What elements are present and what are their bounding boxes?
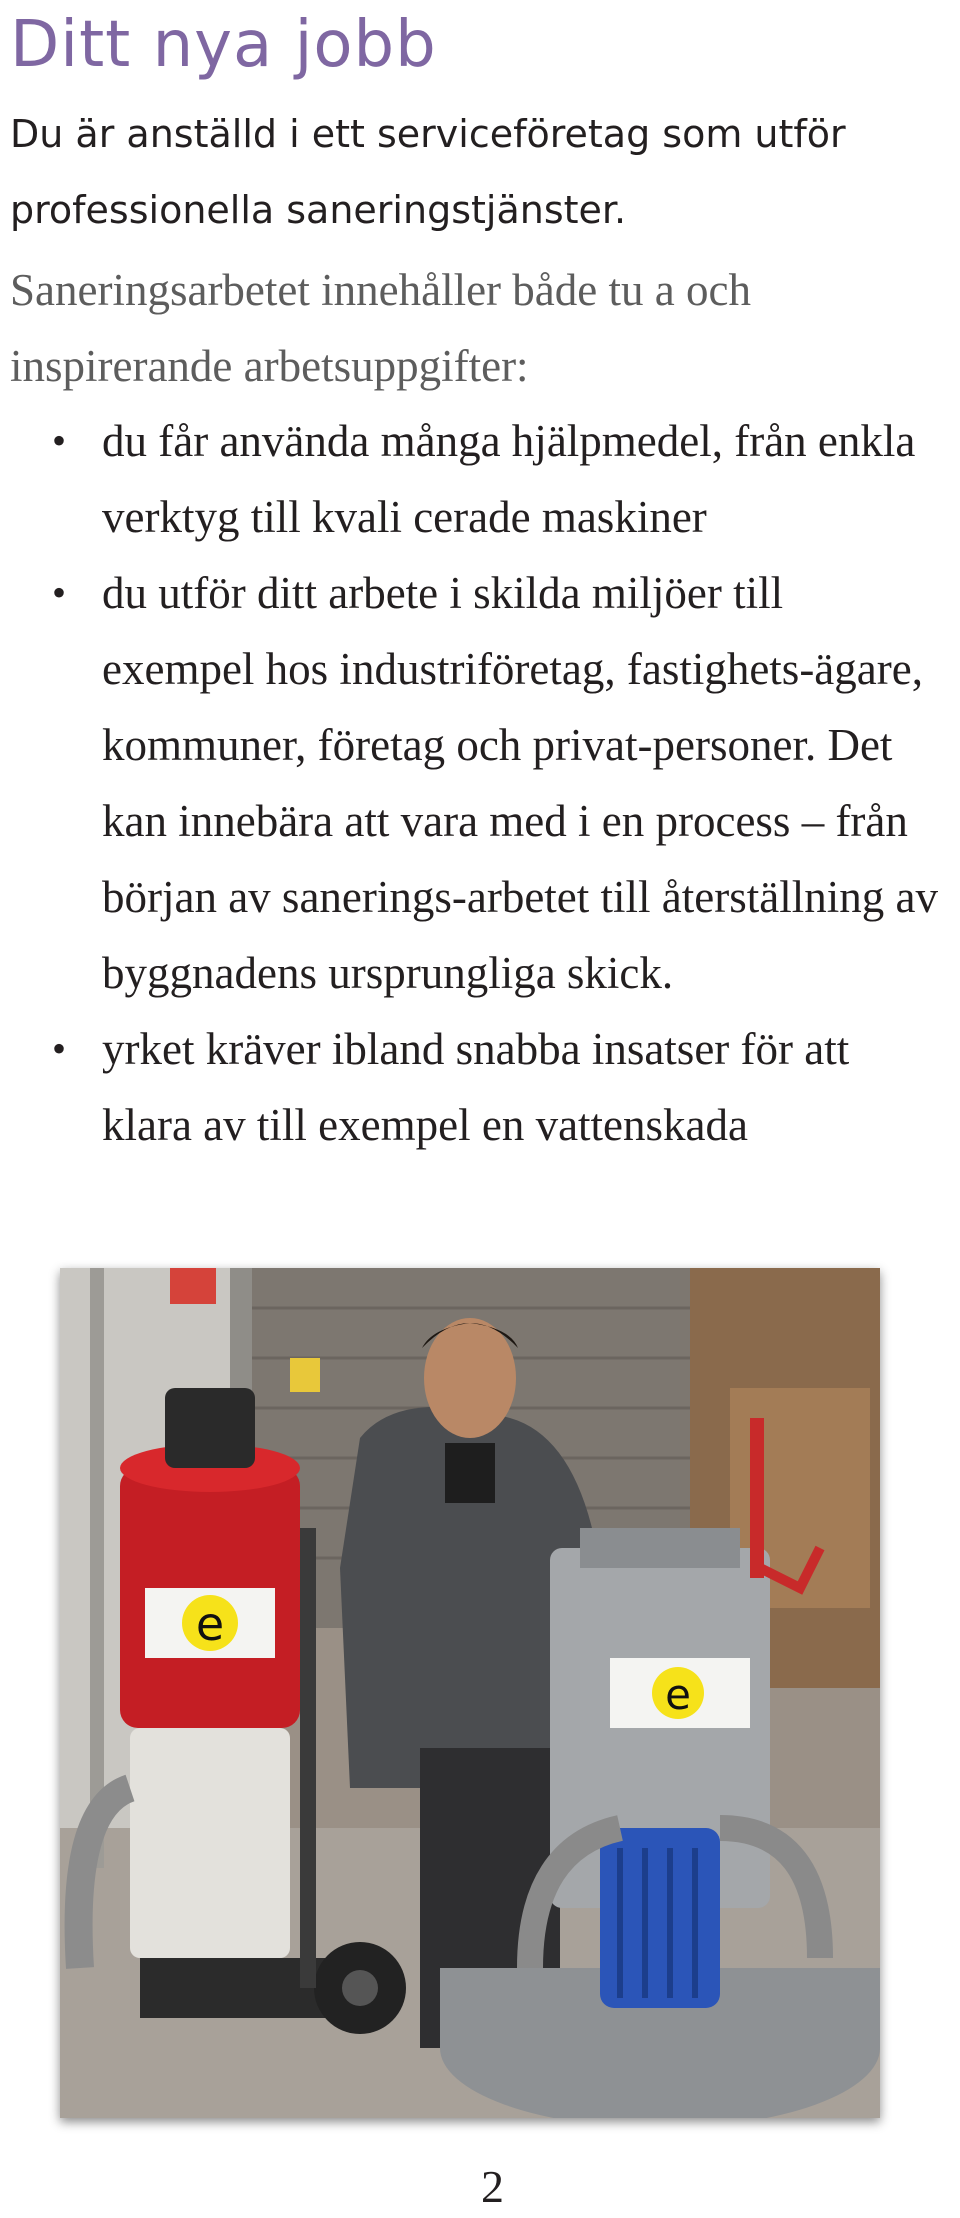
worker-machines-photo [60, 1268, 880, 2118]
intro-paragraph: Du är anställd i ett serviceföretag som utför professionella saneringstjänster. [10, 112, 846, 232]
bullet-icon: • [52, 418, 67, 463]
list-item-text: du utför ditt arbete i skilda miljöer till exempel hos industriföretag, fastighets-ägare, kommuner, företag och privat-personer. Det kan innebära att vara med i en process – från början av sanerings-arbetet till återställning av byggnadens ursprungliga skick. [102, 568, 938, 998]
body-paragraph: Saneringsarbetet innehåller både tu a och inspirerande arbetsuppgifter: [10, 265, 751, 391]
brand-logo-letter: e [195, 1597, 225, 1651]
page-title: Ditt nya jobb [10, 8, 437, 82]
list-item-text: du får använda många hjälpmedel, från enkla verktyg till kvali cerade maskiner [102, 416, 916, 542]
page-number: 2 [481, 2161, 504, 2212]
list-item [10, 555, 945, 1011]
brand-logo-letter: e [665, 1670, 691, 1719]
list-item-text: yrket kräver ibland snabba insatser för att klara av till exempel en vattenskada [102, 1024, 850, 1150]
bullet-icon: • [52, 1026, 67, 1071]
list-item [10, 403, 945, 555]
list-item [10, 1011, 945, 1163]
task-list [10, 403, 945, 1163]
bullet-icon: • [52, 570, 67, 615]
